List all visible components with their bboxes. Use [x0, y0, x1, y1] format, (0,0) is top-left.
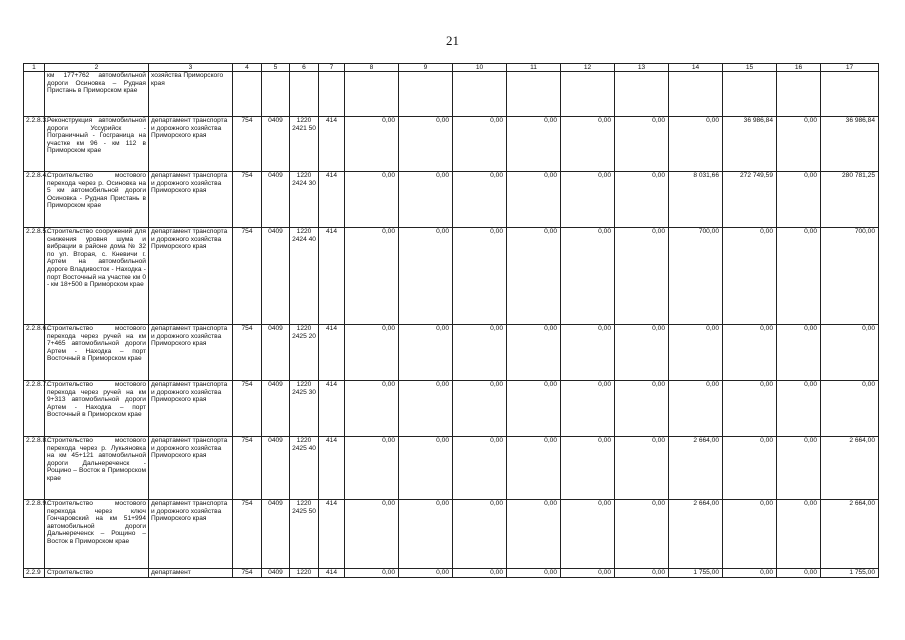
row-code-cell: 1220 2421 50	[290, 117, 319, 172]
table-row	[24, 569, 879, 578]
row-value-cell: 0,00	[777, 437, 821, 500]
row-code-cell: 414	[319, 381, 345, 437]
row-value-cell: 700,00	[669, 228, 723, 325]
row-value-cell: 0,00	[777, 172, 821, 228]
row-code-cell: 414	[319, 228, 345, 325]
row-code-cell: 754	[233, 381, 262, 437]
row-id-cell: 2.2.8.6.	[24, 325, 45, 381]
column-header-6: 6	[290, 64, 319, 72]
row-value-cell: 0,00	[345, 228, 399, 325]
row-value-cell: 0,00	[561, 569, 615, 578]
row-code-cell: 414	[319, 325, 345, 381]
row-code-cell	[233, 72, 262, 117]
row-value-cell: 2 664,00	[669, 437, 723, 500]
row-code-cell: 1220	[290, 569, 319, 578]
row-code-cell: 754	[233, 500, 262, 569]
row-value-cell: 0,00	[561, 381, 615, 437]
row-code-cell: 414	[319, 172, 345, 228]
row-id-cell: 2.2.8.5.	[24, 228, 45, 325]
row-value-cell: 0,00	[453, 381, 507, 437]
column-header-11: 11	[507, 64, 561, 72]
row-value-cell: 0,00	[399, 172, 453, 228]
column-header-8: 8	[345, 64, 399, 72]
row-value-cell: 0,00	[561, 325, 615, 381]
row-value-cell: 0,00	[615, 500, 669, 569]
row-id-cell: 2.2.8.4.	[24, 172, 45, 228]
row-value-cell: 0,00	[507, 172, 561, 228]
column-header-4: 4	[233, 64, 262, 72]
row-id-cell: 2.2.8.3.	[24, 117, 45, 172]
row-value-cell	[561, 72, 615, 117]
row-code-cell: 0409	[262, 500, 290, 569]
row-value-cell: 0,00	[669, 117, 723, 172]
row-value-cell: 0,00	[777, 500, 821, 569]
row-value-cell: 0,00	[453, 569, 507, 578]
row-value-cell: 0,00	[399, 325, 453, 381]
row-value-cell: 700,00	[821, 228, 879, 325]
row-value-cell: 0,00	[453, 172, 507, 228]
row-id-cell	[24, 72, 45, 117]
row-code-cell: 1220 2425 30	[290, 381, 319, 437]
row-code-cell: 414	[319, 437, 345, 500]
row-value-cell: 0,00	[453, 437, 507, 500]
row-dept-cell: хозяйства Приморского края	[149, 72, 233, 117]
row-value-cell: 272 749,59	[723, 172, 777, 228]
row-value-cell: 0,00	[399, 228, 453, 325]
row-value-cell: 0,00	[615, 117, 669, 172]
row-value-cell: 0,00	[561, 500, 615, 569]
row-value-cell: 2 664,00	[821, 500, 879, 569]
row-name-cell: Строительство сооружений для снижения уровня шума и вибрации в районе дома № 32 по ул. Вторая, с. Кневичи г. Артем на автомобильной дороге Владивосток - Находка - порт Восточный на участке км 0 - км 18+500 в Приморском крае	[45, 228, 149, 325]
row-value-cell: 0,00	[507, 325, 561, 381]
row-code-cell: 1220 2425 50	[290, 500, 319, 569]
row-code-cell: 754	[233, 172, 262, 228]
budget-table	[23, 63, 879, 578]
row-name-cell: Строительство мостового перехода через р. Лукьяновка на км 45+121 автомобильной дороги Дальнереченск - Рощино – Восток в Приморском крае	[45, 437, 149, 500]
column-header-12: 12	[561, 64, 615, 72]
row-value-cell: 0,00	[777, 325, 821, 381]
row-value-cell	[723, 72, 777, 117]
row-name-cell: км 177+762 автомобильной дороги Осиновка – Рудная Пристань в Приморском крае	[45, 72, 149, 117]
row-value-cell: 8 031,66	[669, 172, 723, 228]
row-code-cell: 1220 2425 20	[290, 325, 319, 381]
row-value-cell: 1 755,00	[669, 569, 723, 578]
table-row	[24, 325, 879, 381]
table-row	[24, 228, 879, 325]
row-code-cell: 754	[233, 437, 262, 500]
table-row	[24, 500, 879, 569]
row-value-cell: 0,00	[507, 228, 561, 325]
row-value-cell	[507, 72, 561, 117]
table-row	[24, 117, 879, 172]
row-value-cell: 0,00	[615, 325, 669, 381]
row-value-cell: 0,00	[345, 569, 399, 578]
row-value-cell: 0,00	[453, 228, 507, 325]
row-code-cell: 0409	[262, 117, 290, 172]
column-header-17: 17	[821, 64, 879, 72]
row-value-cell: 0,00	[345, 500, 399, 569]
column-header-2: 2	[45, 64, 149, 72]
row-dept-cell: департамент транспорта и дорожного хозяйства Приморского края	[149, 381, 233, 437]
row-name-cell: Строительство мостового перехода через ключ Гончаровский на км 51+994 автомобильной дороги Дальнереченск – Рощино – Восток в Приморском крае	[45, 500, 149, 569]
row-code-cell: 0409	[262, 381, 290, 437]
row-value-cell: 0,00	[507, 117, 561, 172]
row-value-cell: 0,00	[561, 117, 615, 172]
row-dept-cell: департамент транспорта и дорожного хозяйства Приморского края	[149, 325, 233, 381]
row-value-cell	[777, 72, 821, 117]
row-value-cell: 0,00	[399, 569, 453, 578]
row-name-cell: Реконструкция автомобильной дороги Уссурийск - Пограничный - Госграница на участке км 96 - км 112 в Приморском крае	[45, 117, 149, 172]
row-value-cell: 0,00	[615, 381, 669, 437]
row-dept-cell: департамент транспорта и дорожного хозяйства Приморского края	[149, 437, 233, 500]
row-value-cell: 0,00	[561, 228, 615, 325]
row-code-cell: 754	[233, 228, 262, 325]
row-value-cell: 0,00	[777, 117, 821, 172]
row-code-cell: 1220 2424 30	[290, 172, 319, 228]
row-code-cell: 1220 2425 40	[290, 437, 319, 500]
row-id-cell: 2.2.8.8.	[24, 437, 45, 500]
row-id-cell: 2.2.9	[24, 569, 45, 578]
row-code-cell: 754	[233, 325, 262, 381]
row-value-cell: 0,00	[507, 437, 561, 500]
row-value-cell: 0,00	[669, 381, 723, 437]
row-code-cell	[319, 72, 345, 117]
row-value-cell: 0,00	[777, 381, 821, 437]
row-value-cell: 0,00	[723, 437, 777, 500]
row-code-cell: 1220 2424 40	[290, 228, 319, 325]
row-value-cell: 0,00	[345, 172, 399, 228]
row-id-cell: 2.2.8.7.	[24, 381, 45, 437]
column-header-3: 3	[149, 64, 233, 72]
page-number: 21	[446, 33, 459, 48]
row-value-cell: 0,00	[561, 437, 615, 500]
row-value-cell: 0,00	[345, 117, 399, 172]
table-row	[24, 72, 879, 117]
row-value-cell: 36 986,84	[821, 117, 879, 172]
table-row	[24, 172, 879, 228]
row-value-cell: 0,00	[723, 228, 777, 325]
row-value-cell: 0,00	[723, 500, 777, 569]
row-value-cell: 2 664,00	[669, 500, 723, 569]
row-value-cell: 0,00	[453, 500, 507, 569]
row-value-cell: 0,00	[453, 117, 507, 172]
row-value-cell: 0,00	[507, 500, 561, 569]
row-value-cell	[399, 72, 453, 117]
column-header-13: 13	[615, 64, 669, 72]
row-value-cell: 2 664,00	[821, 437, 879, 500]
row-code-cell: 414	[319, 117, 345, 172]
row-value-cell	[345, 72, 399, 117]
row-value-cell	[821, 72, 879, 117]
row-dept-cell: департамент транспорта и дорожного хозяйства Приморского края	[149, 117, 233, 172]
row-name-cell: Строительство	[45, 569, 149, 578]
row-dept-cell: департамент транспорта и дорожного хозяйства Приморского края	[149, 172, 233, 228]
column-header-5: 5	[262, 64, 290, 72]
column-header-15: 15	[723, 64, 777, 72]
row-code-cell: 0409	[262, 228, 290, 325]
row-name-cell: Строительство мостового перехода через ручей на км 9+313 автомобильной дороги Артем - Находка – порт Восточный в Приморском крае	[45, 381, 149, 437]
row-value-cell: 0,00	[777, 228, 821, 325]
row-value-cell: 0,00	[399, 437, 453, 500]
row-code-cell: 414	[319, 500, 345, 569]
row-value-cell: 0,00	[561, 172, 615, 228]
column-header-14: 14	[669, 64, 723, 72]
row-value-cell	[669, 72, 723, 117]
row-value-cell	[453, 72, 507, 117]
row-value-cell: 0,00	[723, 325, 777, 381]
row-value-cell: 0,00	[723, 569, 777, 578]
column-header-7: 7	[319, 64, 345, 72]
row-value-cell: 0,00	[821, 325, 879, 381]
row-value-cell: 0,00	[615, 437, 669, 500]
header-row	[24, 64, 879, 72]
row-code-cell	[290, 72, 319, 117]
table-row	[24, 437, 879, 500]
row-dept-cell: департамент транспорта и дорожного хозяйства Приморского края	[149, 500, 233, 569]
row-value-cell: 0,00	[777, 569, 821, 578]
row-code-cell: 0409	[262, 325, 290, 381]
row-value-cell: 0,00	[615, 228, 669, 325]
row-dept-cell: департамент транспорта и дорожного хозяйства Приморского края	[149, 228, 233, 325]
row-name-cell: Строительство мостового перехода через р. Осиновка на 5 км автомобильной дороги Осиновка - Рудная Пристань в Приморском крае	[45, 172, 149, 228]
row-value-cell: 0,00	[507, 569, 561, 578]
column-header-16: 16	[777, 64, 821, 72]
row-value-cell	[615, 72, 669, 117]
row-value-cell: 0,00	[345, 381, 399, 437]
row-value-cell: 0,00	[821, 381, 879, 437]
row-code-cell: 754	[233, 569, 262, 578]
table-row	[24, 381, 879, 437]
table-body	[24, 72, 879, 578]
row-code-cell: 414	[319, 569, 345, 578]
row-value-cell: 0,00	[723, 381, 777, 437]
row-value-cell: 0,00	[453, 325, 507, 381]
row-dept-cell: департамент	[149, 569, 233, 578]
row-value-cell: 0,00	[669, 325, 723, 381]
row-value-cell: 0,00	[399, 381, 453, 437]
row-value-cell: 36 986,84	[723, 117, 777, 172]
row-code-cell	[262, 72, 290, 117]
column-header-10: 10	[453, 64, 507, 72]
row-value-cell: 280 781,25	[821, 172, 879, 228]
row-name-cell: Строительство мостового перехода через ручей на км 7+465 автомобильной дороги Артем - Находка – порт Восточный в Приморском крае	[45, 325, 149, 381]
row-code-cell: 0409	[262, 437, 290, 500]
row-value-cell: 0,00	[399, 117, 453, 172]
column-header-9: 9	[399, 64, 453, 72]
row-id-cell: 2.2.8.9.	[24, 500, 45, 569]
row-code-cell: 0409	[262, 172, 290, 228]
row-value-cell: 1 755,00	[821, 569, 879, 578]
row-value-cell: 0,00	[615, 172, 669, 228]
row-value-cell: 0,00	[615, 569, 669, 578]
column-header-1: 1	[24, 64, 45, 72]
row-value-cell: 0,00	[399, 500, 453, 569]
row-code-cell: 754	[233, 117, 262, 172]
row-value-cell: 0,00	[345, 437, 399, 500]
row-code-cell: 0409	[262, 569, 290, 578]
row-value-cell: 0,00	[507, 381, 561, 437]
row-value-cell: 0,00	[345, 325, 399, 381]
